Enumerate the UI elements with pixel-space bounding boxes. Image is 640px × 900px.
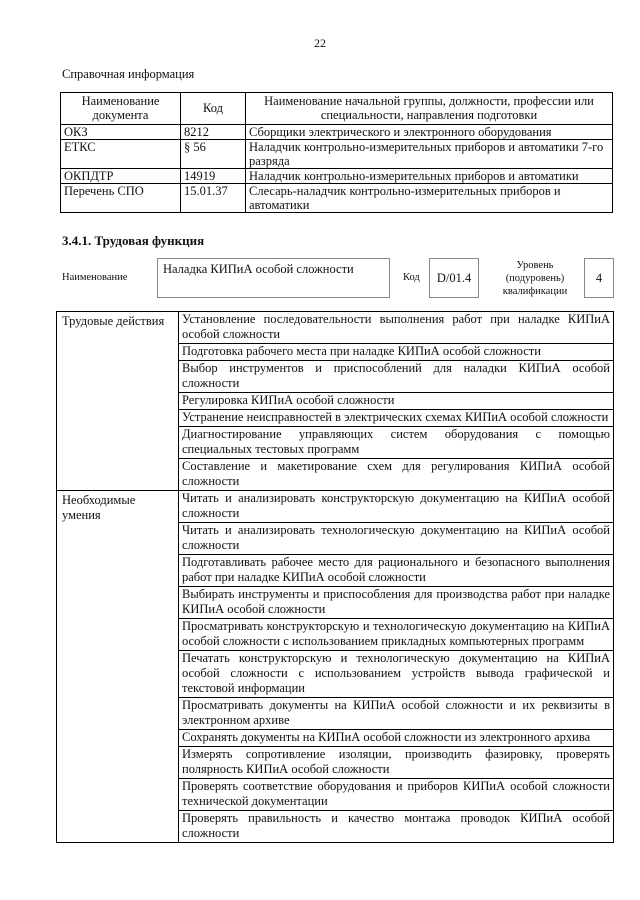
group-name: Сборщики электрического и электронного оборудования (246, 125, 613, 140)
function-code-value: D/01.4 (429, 258, 479, 298)
group-name: Наладчик контрольно-измерительных приборов и автоматики 7-го разряда (246, 140, 613, 169)
qualification-level-label: Уровень (подуровень) квалификации (502, 260, 568, 297)
reference-table-header (61, 93, 613, 125)
table-row (61, 140, 613, 169)
required-skill-item: Читать и анализировать конструкторскую документацию на КИПиА особой сложности (179, 491, 614, 523)
document-name: ОКПДТР (61, 169, 181, 184)
labor-actions-label: Трудовые действия (57, 312, 179, 491)
header-group-name: Наименование начальной группы, должности, профессии или специальности, направления подготовки (246, 93, 613, 125)
required-skill-item: Проверять правильность и качество монтажа проводок КИПиА особой сложности (179, 811, 614, 843)
required-skill-item: Выбирать инструменты и приспособления для производства работ при наладке КИПиА особой сложности (179, 587, 614, 619)
document-name: ОКЗ (61, 125, 181, 140)
document-name: Перечень СПО (61, 184, 181, 213)
required-skill-item: Сохранять документы на КИПиА особой сложности из электронного архива (179, 730, 614, 747)
table-row (57, 312, 614, 344)
required-skills-label: Необходимые умения (57, 491, 179, 843)
reference-table (60, 92, 613, 213)
required-skill-item: Печатать конструкторскую и технологическую документацию на КИПиА особой сложности с использованием устройств вывода графической и текстовой информации (179, 651, 614, 698)
labor-action-item: Выбор инструментов и приспособлений для наладки КИПиА особой сложности (179, 361, 614, 393)
required-skill-item: Просматривать документы на КИПиА особой сложности и их реквизиты в электронном архиве (179, 698, 614, 730)
labor-action-item: Составление и макетирование схем для регулирования КИПиА особой сложности (179, 459, 614, 491)
function-name-value: Наладка КИПиА особой сложности (157, 258, 390, 298)
qualification-level-value: 4 (584, 258, 614, 298)
document-code: 15.01.37 (181, 184, 246, 213)
document-code: 14919 (181, 169, 246, 184)
labor-action-item: Устранение неисправностей в электрических схемах КИПиА особой сложности (179, 410, 614, 427)
table-row (61, 169, 613, 184)
required-skill-item: Просматривать конструкторскую и технологическую документацию на КИПиА особой сложности с использованием прикладных компьютерных программ (179, 619, 614, 651)
function-name-label: Наименование (62, 272, 128, 283)
group-name: Наладчик контрольно-измерительных приборов и автоматики (246, 169, 613, 184)
required-skill-item: Подготавливать рабочее место для рационального и безопасного выполнения работ при наладке КИПиА особой сложности (179, 555, 614, 587)
required-skill-item: Проверять соответствие оборудования и приборов КИПиА особой сложности технической документации (179, 779, 614, 811)
labor-action-item: Диагностирование управляющих систем оборудования с помощью специальных тестовых программ (179, 427, 614, 459)
document-code: 8212 (181, 125, 246, 140)
function-code-label: Код (403, 272, 420, 283)
table-row (57, 491, 614, 523)
document-name: ЕТКС (61, 140, 181, 169)
section-heading: 3.4.1. Трудовая функция (62, 233, 205, 248)
page-number: 22 (314, 36, 326, 50)
required-skill-item: Измерять сопротивление изоляции, производить фазировку, проверять полярность КИПиА особой сложности (179, 747, 614, 779)
labor-action-item: Установление последовательности выполнения работ при наладке КИПиА особой сложности (179, 312, 614, 344)
labor-action-item: Подготовка рабочего места при наладке КИПиА особой сложности (179, 344, 614, 361)
header-code: Код (181, 93, 246, 125)
labor-function-table (56, 311, 614, 843)
header-document-name: Наименование документа (61, 93, 181, 125)
required-skill-item: Читать и анализировать технологическую документацию на КИПиА особой сложности (179, 523, 614, 555)
table-row (61, 125, 613, 140)
labor-action-item: Регулировка КИПиА особой сложности (179, 393, 614, 410)
group-name: Слесарь-наладчик контрольно-измерительных приборов и автоматики (246, 184, 613, 213)
reference-info-title: Справочная информация (62, 67, 195, 81)
table-row (61, 184, 613, 213)
document-code: § 56 (181, 140, 246, 169)
